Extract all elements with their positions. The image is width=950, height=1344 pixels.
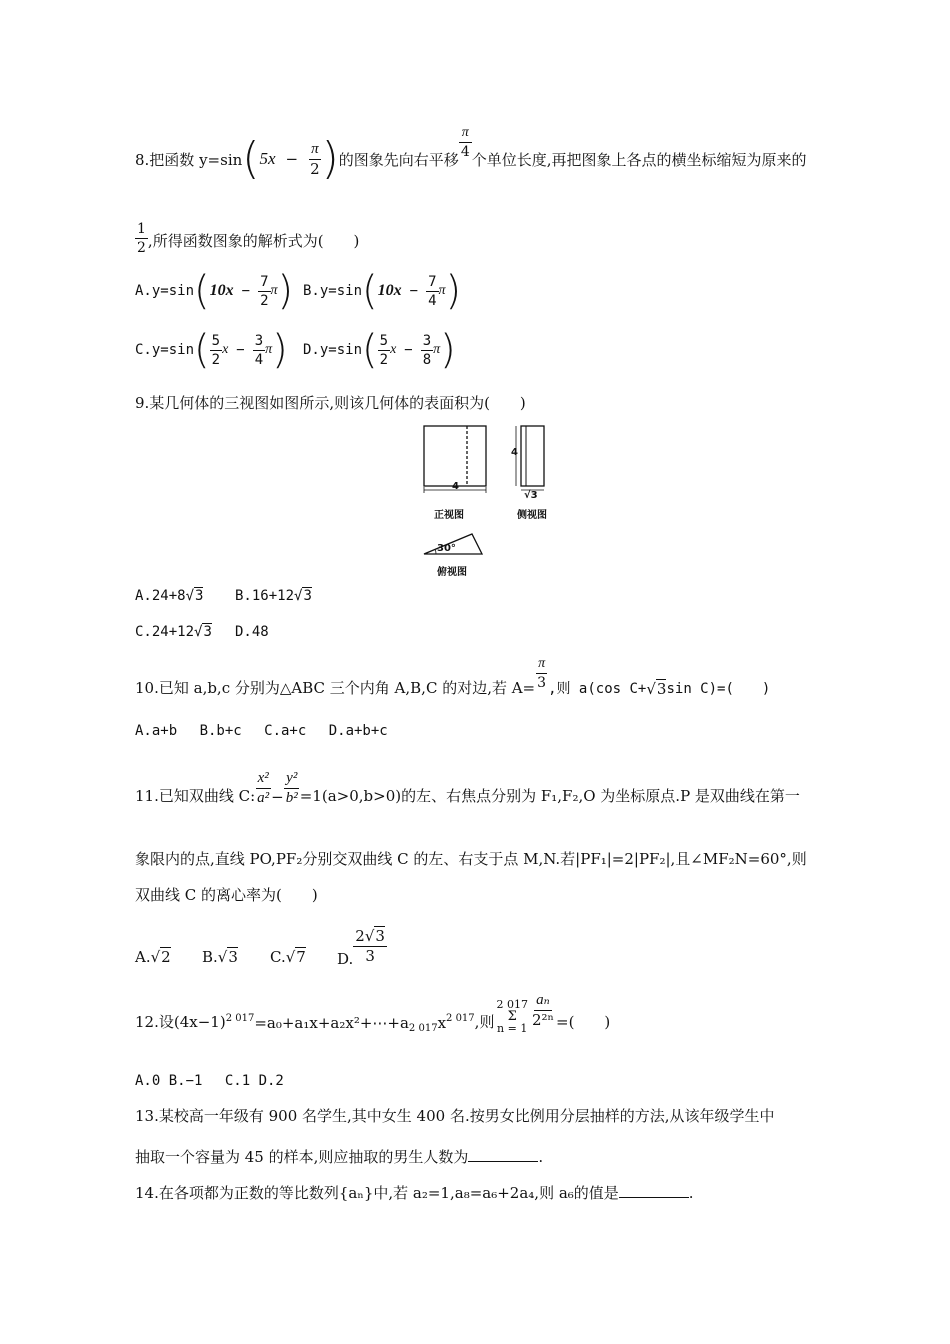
- q11-line1: 11.已知双曲线 C: $\frac{\text{x²}}{\text{a²}}$ − $\frac{\text{y²}}{\text{b²}}$ =1(a>0,b>0)的左、右焦点分别为 F₁,F₂,O 为坐标原点.P 是双曲线在第一: [135, 770, 800, 806]
- q8-suffix2: 个单位长度,再把图象上各点的横坐标缩短为原来的: [471, 150, 807, 169]
- q8-option-b: B.y=sin ( 10x − $\frac{7}{4}$ π ): [303, 268, 462, 314]
- q8-pi-over-2: $\frac{\pi}{2}$: [310, 140, 320, 178]
- q8-line2-text: ,所得函数图象的解析式为( ): [147, 232, 360, 250]
- q11-option-a: A.√2: [135, 948, 171, 966]
- q8-suffix1: 的图象先向右平移: [338, 150, 459, 169]
- q9-option-d: D.48: [235, 624, 269, 640]
- q8-prefix: 8.把函数 y=sin: [135, 150, 243, 169]
- front-view-label: 正视图: [434, 510, 464, 521]
- q12-sum-fraction: $\frac{\text{aₙ}}{\text{2²ⁿ}}$: [531, 992, 554, 1029]
- dim-width-label: 4: [452, 481, 459, 492]
- q11-option-c: C.√7: [270, 948, 306, 966]
- q8-option-d: D.y=sin ( $\frac{5}{2}$ x − $\frac{3}{8}$ π ): [303, 327, 456, 373]
- q8-option-c: C.y=sin ( $\frac{5}{2}$ x − $\frac{3}{4}$ π ): [135, 327, 288, 373]
- q9-option-c: C.24+12√3: [135, 624, 212, 640]
- q11-y2-over-b2: $\frac{\text{y²}}{\text{b²}}$: [285, 770, 298, 806]
- q13-line2: 抽取一个容量为 45 的样本,则应抽取的男生人数为 .: [135, 1148, 544, 1166]
- summation: 2 017 Σ n = 1: [496, 998, 528, 1035]
- q8-option-a: A.y=sin ( 10x − $\frac{7}{2}$ π ): [135, 268, 294, 314]
- q11-option-d: D. $\frac{2√3}{3}$: [337, 927, 385, 968]
- side-view-label: 侧视图: [517, 510, 547, 521]
- dim-height-label: 4: [511, 447, 518, 458]
- minus-sign: −: [285, 150, 299, 168]
- q13-answer-blank[interactable]: [468, 1161, 538, 1162]
- angle-label: 30°: [437, 543, 456, 554]
- q8-half-fraction: $\frac{1}{2}$: [137, 221, 146, 256]
- q11-option-b: B.√3: [202, 948, 238, 966]
- three-view-figure: [410, 420, 570, 580]
- right-paren: ): [321, 133, 339, 184]
- q10-pi-over-3: $\frac{\pi}{3}$: [537, 656, 547, 691]
- q11-line3: 双曲线 C 的离心率为( ): [135, 886, 318, 904]
- q9-option-b: B.16+12√3: [235, 588, 312, 604]
- q12-options: A.0 B.−1 C.1 D.2: [135, 1073, 284, 1089]
- left-paren: (: [242, 133, 260, 184]
- q9-text: 9.某几何体的三视图如图所示,则该几何体的表面积为( ): [135, 394, 526, 412]
- q10-options: A.a+b B.b+c C.a+c D.a+b+c: [135, 723, 388, 739]
- q13-line1: 13.某校高一年级有 900 名学生,其中女生 400 名.按男女比例用分层抽样的方法,从该年级学生中: [135, 1107, 775, 1125]
- q8-shift-fraction: $\frac{\pi}{4}$: [460, 124, 470, 160]
- q8-line2: [135, 205, 359, 255]
- q8-inner-term: 5x: [259, 149, 276, 168]
- q14-answer-blank[interactable]: [619, 1197, 689, 1198]
- top-view-label: 俯视图: [437, 567, 467, 578]
- q9-option-a: A.24+8√3: [135, 588, 204, 604]
- q10-line1: 10.已知 a,b,c 分别为△ABC 三个内角 A,B,C 的对边,若 A= $\frac{\pi}{3}$ ,则 a(cos C+ √ 3 sin C)=( ): [135, 656, 771, 698]
- q11-line2: 象限内的点,直线 PO,PF₂分别交双曲线 C 的左、右支于点 M,N.若|PF₁|=2|PF₂|,且∠MF₂N=60°,则: [135, 850, 807, 868]
- q11-x2-over-a2: $\frac{\text{x²}}{\text{a²}}$: [257, 770, 270, 806]
- dim-sqrt3-label: √3: [524, 490, 538, 501]
- side-view-rect: [521, 426, 544, 486]
- q12-line: 12.设(4x−1) $^{2 017}$ =a₀+a₁x+a₂x²+⋯+a $_{2 017}$ x $^{2 017}$ ,则 2 017 Σ n = 1 $\frac{\text{aₙ}}{\text{2²ⁿ}}$ =( ): [135, 992, 611, 1035]
- q14-line: 14.在各项都为正数的等比数列{aₙ}中,若 a₂=1,a₈=a₆+2a₄,则 a₆的值是 .: [135, 1184, 694, 1202]
- q8-line1: [135, 124, 807, 190]
- front-view-rect: [424, 426, 486, 486]
